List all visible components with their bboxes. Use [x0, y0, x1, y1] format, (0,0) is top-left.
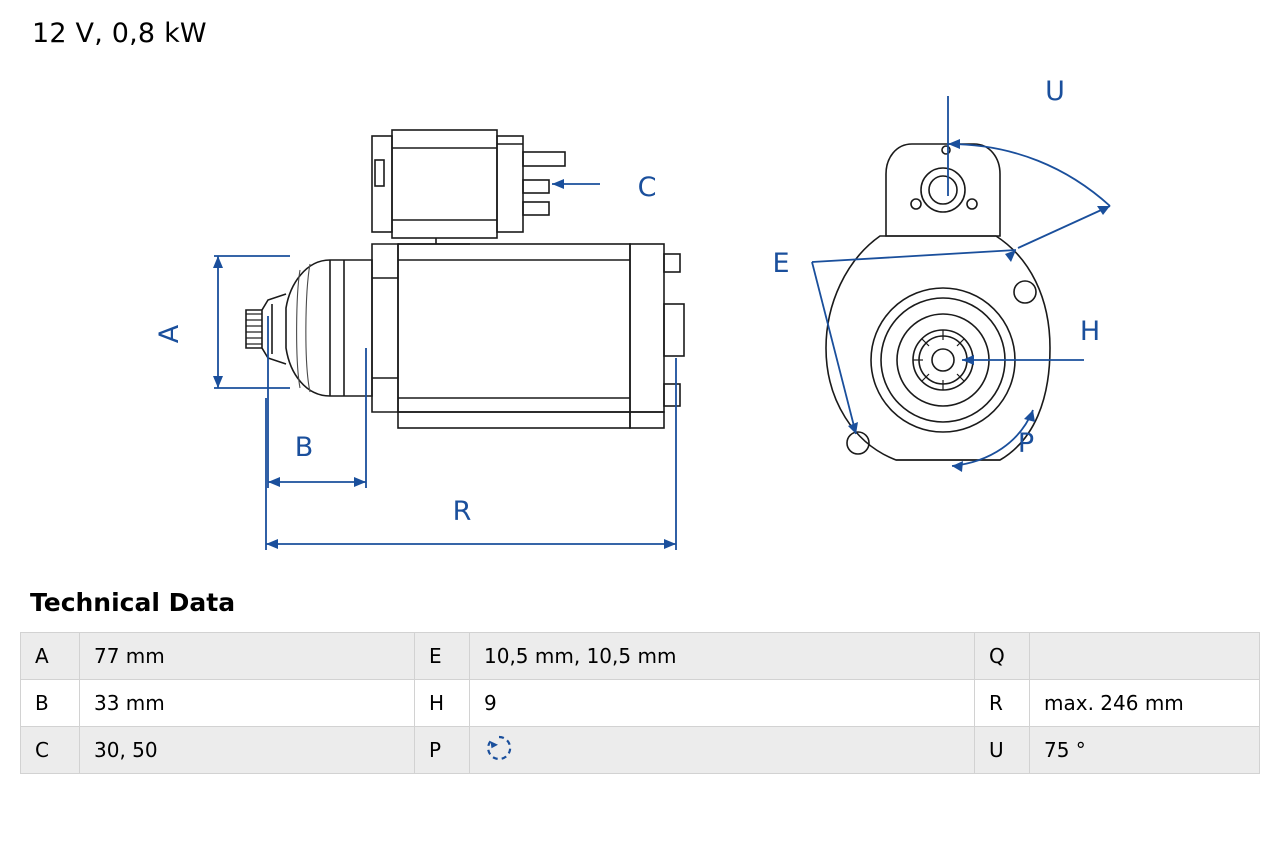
row-value-q — [1030, 633, 1260, 680]
row-value-p — [470, 727, 975, 774]
technical-data-table — [20, 632, 1260, 774]
table-row — [21, 727, 1260, 774]
row-key-r: R — [975, 680, 1030, 727]
label-h: H — [1079, 316, 1101, 347]
dimension-lines — [213, 179, 676, 550]
row-key-u: U — [975, 727, 1030, 774]
page-title: 12 V, 0,8 kW — [32, 18, 207, 49]
table-row — [21, 633, 1260, 680]
row-value-e: 10,5 mm, 10,5 mm — [470, 633, 975, 680]
side-view-outline — [246, 130, 684, 428]
technical-data-heading: Technical Data — [30, 588, 236, 617]
row-value-u: 75 ° — [1030, 727, 1260, 774]
row-key-a: A — [21, 633, 80, 680]
label-u: U — [1045, 76, 1065, 107]
label-a: A — [154, 324, 185, 344]
table-row — [21, 680, 1260, 727]
label-p: P — [1017, 428, 1035, 459]
row-key-p: P — [415, 727, 470, 774]
row-value-r: max. 246 mm — [1030, 680, 1260, 727]
row-value-c: 30, 50 — [80, 727, 415, 774]
row-value-a: 77 mm — [80, 633, 415, 680]
row-key-q: Q — [975, 633, 1030, 680]
row-value-b: 33 mm — [80, 680, 415, 727]
label-b: B — [294, 432, 314, 463]
row-key-h: H — [415, 680, 470, 727]
rotation-clockwise-icon — [484, 733, 514, 768]
starter-motor-drawing — [0, 48, 1280, 578]
row-key-e: E — [415, 633, 470, 680]
label-r: R — [452, 496, 472, 527]
label-c: C — [637, 172, 657, 203]
row-value-h: 9 — [470, 680, 975, 727]
label-e: E — [772, 248, 790, 279]
row-key-c: C — [21, 727, 80, 774]
front-view-outline — [826, 144, 1050, 460]
row-key-b: B — [21, 680, 80, 727]
front-view-leaders — [812, 96, 1112, 472]
